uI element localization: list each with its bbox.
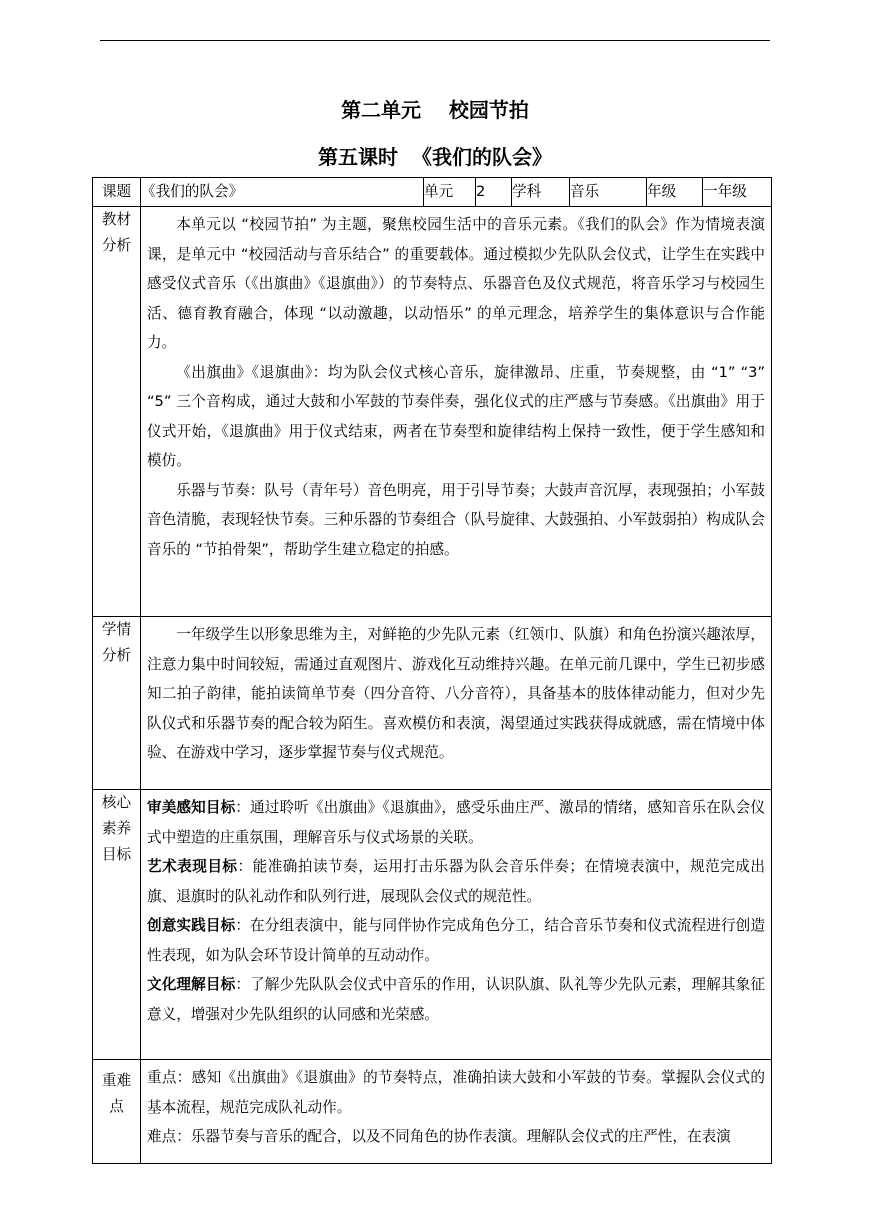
topic-label: 课题 (93, 178, 141, 207)
key-point-paragraph: 重点：感知《出旗曲》《退旗曲》的节奏特点，准确拍读大鼓和小军鼓的节奏。掌握队会仪式的基本流程，规范完成队礼动作。 (147, 1069, 765, 1116)
material-analysis-label (93, 207, 141, 617)
material-analysis-content (141, 207, 772, 617)
grade-value: 一年级 (703, 178, 772, 207)
material-paragraph: 《出旗曲》《退旗曲》：均为队会仪式核心音乐，旋律激昂、庄重，节奏规整，由 “1” “3” “5” 三个音构成，通过大鼓和小军鼓的节奏伴奏，强化仪式的庄严感与节奏感。《出旗曲》用于仪式开始，《退旗曲》用于仪式结束，两者在节奏型和旋律结构上保持一致性，便于学生感知和模仿。 (147, 363, 765, 469)
core-goals-label (93, 790, 141, 1060)
goal-text: 在分组表演中，能与同伴协作完成角色分工，结合音乐节奏和仪式流程进行创造性表现，如为队会环节设计简单的互动动作。 (147, 917, 765, 964)
header-rule (100, 40, 770, 41)
topic-value: 《我们的队会》 (141, 178, 424, 207)
difficulty-paragraph: 难点：乐器节奏与音乐的配合，以及不同角色的协作表演。理解队会仪式的庄严性，在表演 (147, 1128, 731, 1145)
goal-text: 能准确拍读节奏，运用打击乐器为队会音乐伴奏；在情境表演中，规范完成出旗、退旗时的队礼动作和队列行进，展现队会仪式的规范性。 (147, 858, 765, 905)
goal-separator: ： (237, 858, 253, 875)
key-points-label (93, 1060, 141, 1164)
key-points-row (93, 1060, 772, 1164)
student-analysis-row (93, 617, 772, 790)
student-label-line2: 分析 (101, 647, 132, 664)
material-paragraph: 本单元以 “校园节拍” 为主题，聚焦校园生活中的音乐元素。《我们的队会》作为情境表演课，是单元中 “校园活动与音乐结合” 的重要载体。通过模拟少先队队会仪式，让学生在实践中感受仪式音乐（《出旗曲》《退旗曲》）的节奏特点、乐器音色及仪式规范，将音乐学习与校园生活、德育教育融合，体现 “以动激趣，以动悟乐” 的单元理念，培养学生的集体意识与合作能力。 (147, 216, 765, 351)
material-analysis-row (93, 207, 772, 617)
key-points-label-line2: 点 (109, 1098, 124, 1115)
goal-item-creative (141, 911, 771, 970)
goal-title: 审美感知目标 (147, 799, 236, 816)
material-paragraph: 乐器与节奏：队号（青年号）音色明亮，用于引导节奏；大鼓声音沉厚，表现强拍；小军鼓音色清脆，表现轻快节奏。三种乐器的节奏组合（队号旋律、大鼓强拍、小军鼓弱拍）构成队会音乐的 “节拍骨架”，帮助学生建立稳定的拍感。 (147, 481, 765, 558)
grade-label: 年级 (647, 178, 703, 207)
key-points-label-line1: 重难 (101, 1072, 132, 1089)
key-points-content (141, 1060, 772, 1164)
unit-value: 2 (476, 178, 512, 207)
unit-title: 第二单元 校园节拍 (341, 98, 529, 122)
goal-item-aesthetic (141, 793, 771, 852)
student-paragraph: 一年级学生以形象思维为主，对鲜艳的少先队元素（红领巾、队旗）和角色扮演兴趣浓厚，注意力集中时间较短，需通过直观图片、游戏化互动维持兴趣。在单元前几课中，学生已初步感知二拍子韵律，能拍读简单节奏（四分音符、八分音符），具备基本的肢体律动能力，但对少先队仪式和乐器节奏的配合较为陌生。喜欢模仿和表演，渴望通过实践获得成就感，需在情境中体验、在游戏中学习，逐步掌握节奏与仪式规范。 (147, 626, 765, 761)
student-label-line1: 学情 (101, 621, 132, 638)
material-label-line2: 分析 (101, 237, 132, 254)
goal-separator: ： (235, 917, 251, 934)
unit-label: 单元 (424, 178, 476, 207)
goal-title: 文化理解目标 (147, 976, 236, 993)
student-analysis-label (93, 617, 141, 790)
goal-separator: ： (235, 976, 251, 993)
subject-value: 音乐 (570, 178, 647, 207)
goal-text: 了解少先队队会仪式中音乐的作用，认识队旗、队礼等少先队元素，理解其象征意义，增强对少先队组织的认同感和光荣感。 (147, 976, 765, 1023)
goal-text: 通过聆听《出旗曲》《退旗曲》，感受乐曲庄严、激昂的情绪，感知音乐在队会仪式中塑造的庄重氛围，理解音乐与仪式场景的关联。 (147, 799, 765, 846)
material-label-line1: 教材 (101, 211, 132, 228)
goal-title: 艺术表现目标 (147, 858, 238, 875)
header-row (93, 178, 772, 207)
goals-label-line3: 目标 (101, 846, 132, 863)
goal-item-culture (141, 970, 771, 1029)
goals-label-line2: 素养 (101, 820, 132, 837)
goal-separator: ： (235, 799, 251, 816)
student-analysis-content (141, 617, 772, 790)
goal-title: 创意实践目标 (147, 917, 236, 934)
lesson-title: 第五课时 《我们的队会》 (318, 145, 552, 169)
core-goals-row (93, 790, 772, 1060)
lesson-plan-table (92, 177, 772, 1164)
goal-item-performance (141, 852, 771, 911)
goals-label-line1: 核心 (101, 794, 132, 811)
core-goals-content (141, 790, 772, 1060)
subject-label: 学科 (512, 178, 570, 207)
